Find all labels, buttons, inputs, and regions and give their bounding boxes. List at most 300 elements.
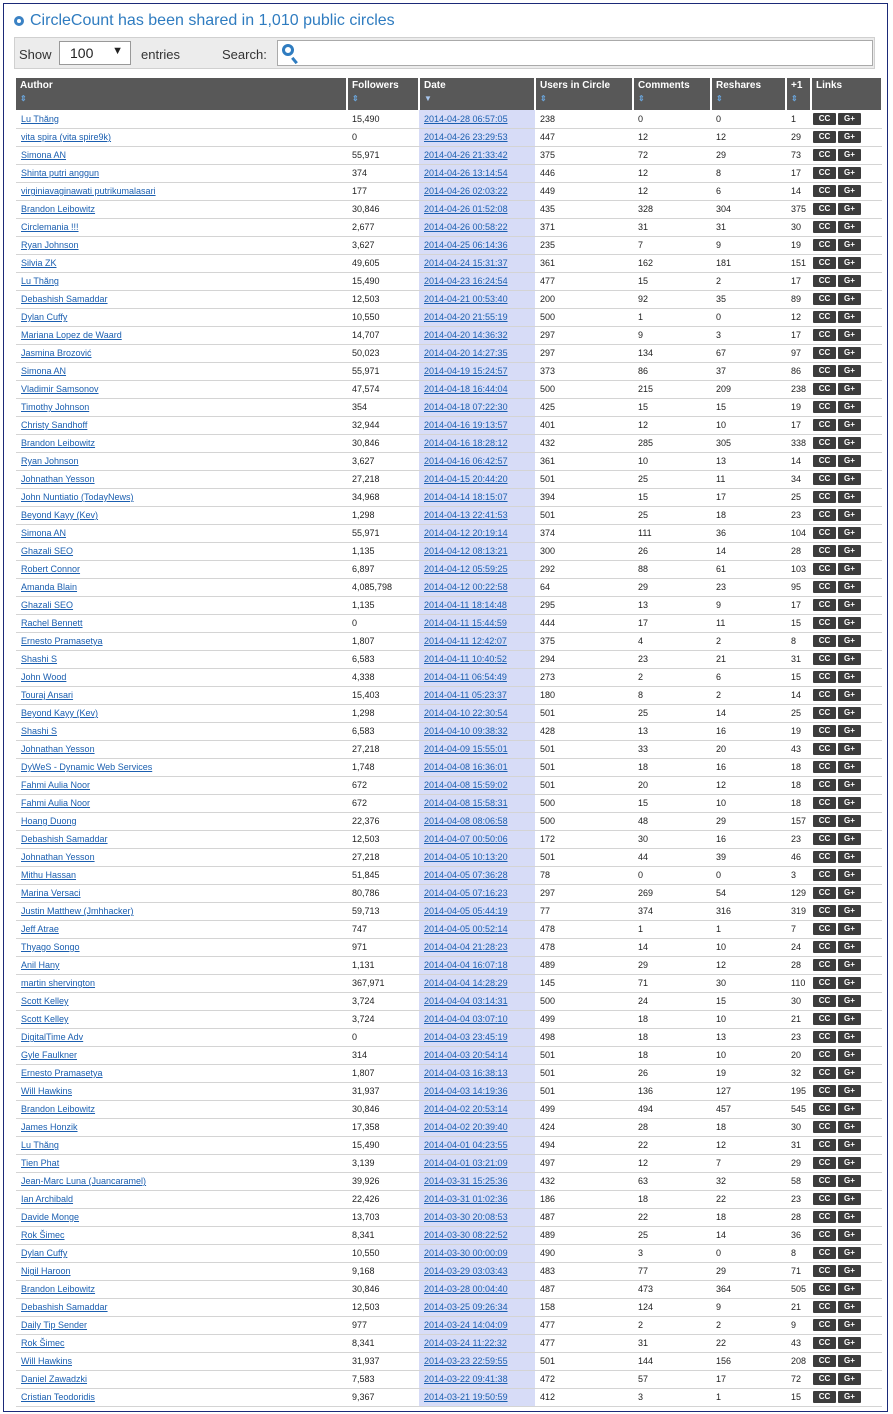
- cc-button[interactable]: CC: [813, 581, 836, 593]
- gplus-button[interactable]: G+: [838, 113, 861, 125]
- cc-button[interactable]: CC: [813, 149, 836, 161]
- author-link[interactable]: Hoang Duong: [21, 816, 77, 826]
- cc-button[interactable]: CC: [813, 653, 836, 665]
- cc-button[interactable]: CC: [813, 923, 836, 935]
- date-link[interactable]: 2014-03-31 15:25:36: [424, 1176, 508, 1186]
- date-link[interactable]: 2014-04-08 15:59:02: [424, 780, 508, 790]
- gplus-button[interactable]: G+: [838, 977, 861, 989]
- cc-button[interactable]: CC: [813, 1193, 836, 1205]
- gplus-button[interactable]: G+: [838, 293, 861, 305]
- date-link[interactable]: 2014-04-11 06:54:49: [424, 672, 507, 682]
- author-link[interactable]: Jean-Marc Luna (Juancaramel): [21, 1176, 147, 1186]
- cc-button[interactable]: CC: [813, 671, 836, 683]
- author-link[interactable]: Beyond Kayy (Kev): [21, 510, 99, 520]
- gplus-button[interactable]: G+: [838, 527, 861, 539]
- date-link[interactable]: 2014-03-24 11:22:32: [424, 1338, 507, 1348]
- author-link[interactable]: James Honzik: [21, 1122, 78, 1132]
- author-link[interactable]: Jasmina Brozović: [21, 348, 92, 358]
- cc-button[interactable]: CC: [813, 131, 836, 143]
- date-link[interactable]: 2014-04-08 16:36:01: [424, 762, 508, 772]
- author-link[interactable]: Justin Matthew (Jmhhacker): [21, 906, 134, 916]
- date-link[interactable]: 2014-04-12 08:13:21: [424, 546, 508, 556]
- column-header-reshares[interactable]: [711, 78, 786, 110]
- date-link[interactable]: 2014-04-03 20:54:14: [424, 1050, 508, 1060]
- date-link[interactable]: 2014-04-04 03:14:31: [424, 996, 508, 1006]
- cc-button[interactable]: CC: [813, 275, 836, 287]
- date-link[interactable]: 2014-04-02 20:39:40: [424, 1122, 508, 1132]
- date-link[interactable]: 2014-04-02 20:53:14: [424, 1104, 508, 1114]
- date-link[interactable]: 2014-03-30 20:08:53: [424, 1212, 508, 1222]
- gplus-button[interactable]: G+: [838, 725, 861, 737]
- cc-button[interactable]: CC: [813, 869, 836, 881]
- date-link[interactable]: 2014-04-26 13:14:54: [424, 168, 508, 178]
- date-link[interactable]: 2014-04-16 18:28:12: [424, 438, 508, 448]
- date-link[interactable]: 2014-04-16 19:13:57: [424, 420, 508, 430]
- author-link[interactable]: virginiavaginawati putrikumalasari: [21, 186, 156, 196]
- author-link[interactable]: Beyond Kayy (Kev): [21, 708, 99, 718]
- gplus-button[interactable]: G+: [838, 851, 861, 863]
- date-link[interactable]: 2014-04-26 21:33:42: [424, 150, 508, 160]
- cc-button[interactable]: CC: [813, 401, 836, 413]
- author-link[interactable]: Circlemania !!!: [21, 222, 79, 232]
- author-link[interactable]: Fahmi Aulia Noor: [21, 798, 91, 808]
- date-link[interactable]: 2014-04-26 00:58:22: [424, 222, 508, 232]
- gplus-button[interactable]: G+: [838, 923, 861, 935]
- author-link[interactable]: Lu Thăng: [21, 113, 59, 124]
- author-link[interactable]: Marina Versaci: [21, 888, 81, 898]
- gplus-button[interactable]: G+: [838, 311, 861, 323]
- author-link[interactable]: Brandon Leibowitz: [21, 1104, 96, 1114]
- date-link[interactable]: 2014-03-30 08:22:52: [424, 1230, 508, 1240]
- gplus-button[interactable]: G+: [838, 1283, 861, 1295]
- gplus-button[interactable]: G+: [838, 473, 861, 485]
- gplus-button[interactable]: G+: [838, 869, 861, 881]
- cc-button[interactable]: CC: [813, 1391, 836, 1403]
- cc-button[interactable]: CC: [813, 419, 836, 431]
- date-link[interactable]: 2014-03-25 09:26:34: [424, 1302, 508, 1312]
- cc-button[interactable]: CC: [813, 779, 836, 791]
- author-link[interactable]: Thyago Songo: [21, 942, 80, 952]
- date-link[interactable]: 2014-04-15 20:44:20: [424, 474, 508, 484]
- author-link[interactable]: Simona AN: [21, 528, 67, 538]
- gplus-button[interactable]: G+: [838, 707, 861, 719]
- cc-button[interactable]: CC: [813, 1283, 836, 1295]
- cc-button[interactable]: CC: [813, 977, 836, 989]
- author-link[interactable]: Amanda Blain: [21, 582, 78, 592]
- date-link[interactable]: 2014-04-12 00:22:58: [424, 582, 508, 592]
- author-link[interactable]: Ian Archibald: [21, 1194, 74, 1204]
- date-link[interactable]: 2014-04-04 16:07:18: [424, 960, 508, 970]
- cc-button[interactable]: CC: [813, 1067, 836, 1079]
- date-link[interactable]: 2014-04-26 02:03:22: [424, 186, 508, 196]
- author-link[interactable]: martin shervington: [21, 978, 96, 988]
- date-link[interactable]: 2014-04-05 00:52:14: [424, 924, 508, 934]
- author-link[interactable]: Fahmi Aulia Noor: [21, 780, 91, 790]
- cc-button[interactable]: CC: [813, 311, 836, 323]
- date-link[interactable]: 2014-04-04 03:07:10: [424, 1014, 508, 1024]
- gplus-button[interactable]: G+: [838, 149, 861, 161]
- date-link[interactable]: 2014-04-18 07:22:30: [424, 402, 508, 412]
- date-link[interactable]: 2014-04-01 03:21:09: [424, 1158, 508, 1168]
- date-link[interactable]: 2014-04-05 05:44:19: [424, 906, 508, 916]
- author-link[interactable]: Shashi S: [21, 654, 58, 664]
- gplus-button[interactable]: G+: [838, 239, 861, 251]
- gplus-button[interactable]: G+: [838, 761, 861, 773]
- cc-button[interactable]: CC: [813, 635, 836, 647]
- date-link[interactable]: 2014-04-18 16:44:04: [424, 384, 508, 394]
- cc-button[interactable]: CC: [813, 1121, 836, 1133]
- gplus-button[interactable]: G+: [838, 671, 861, 683]
- author-link[interactable]: Vladimir Samsonov: [21, 384, 99, 394]
- date-link[interactable]: 2014-04-07 00:50:06: [424, 834, 508, 844]
- cc-button[interactable]: CC: [813, 527, 836, 539]
- author-link[interactable]: DigitalTime Adv: [21, 1032, 84, 1042]
- cc-button[interactable]: CC: [813, 707, 836, 719]
- gplus-button[interactable]: G+: [838, 1229, 861, 1241]
- cc-button[interactable]: CC: [813, 329, 836, 341]
- author-link[interactable]: Scott Kelley: [21, 1014, 69, 1024]
- column-header-comments[interactable]: [633, 78, 711, 110]
- author-link[interactable]: Mithu Hassan: [21, 870, 77, 880]
- date-link[interactable]: 2014-04-11 15:44:59: [424, 618, 507, 628]
- author-link[interactable]: Debashish Samaddar: [21, 1302, 108, 1312]
- cc-button[interactable]: CC: [813, 509, 836, 521]
- date-link[interactable]: 2014-04-09 15:55:01: [424, 744, 508, 754]
- date-link[interactable]: 2014-04-10 09:38:32: [424, 726, 508, 736]
- author-link[interactable]: Anil Hany: [21, 960, 60, 970]
- author-link[interactable]: Daniel Zawadzki: [21, 1374, 88, 1384]
- gplus-button[interactable]: G+: [838, 1175, 861, 1187]
- author-link[interactable]: Tien Phat: [21, 1158, 60, 1168]
- gplus-button[interactable]: G+: [838, 563, 861, 575]
- gplus-button[interactable]: G+: [838, 1247, 861, 1259]
- author-link[interactable]: Ernesto Pramasetya: [21, 636, 103, 646]
- author-link[interactable]: Johnathan Yesson: [21, 474, 95, 484]
- gplus-button[interactable]: G+: [838, 1211, 861, 1223]
- author-link[interactable]: Simona AN: [21, 366, 67, 376]
- cell-plus-one: 319: [786, 902, 811, 920]
- gplus-button[interactable]: G+: [838, 437, 861, 449]
- cc-button[interactable]: CC: [813, 1085, 836, 1097]
- gplus-button[interactable]: G+: [838, 599, 861, 611]
- column-header-1[interactable]: [786, 78, 811, 110]
- cc-button[interactable]: CC: [813, 833, 836, 845]
- cc-button[interactable]: CC: [813, 815, 836, 827]
- date-link[interactable]: 2014-04-04 21:28:23: [424, 942, 508, 952]
- cc-button[interactable]: CC: [813, 1355, 836, 1367]
- column-header-author[interactable]: [16, 78, 347, 110]
- date-link[interactable]: 2014-04-14 18:15:07: [424, 492, 508, 502]
- date-link[interactable]: 2014-04-25 06:14:36: [424, 240, 508, 250]
- author-link[interactable]: Johnathan Yesson: [21, 744, 95, 754]
- cc-button[interactable]: CC: [813, 563, 836, 575]
- cc-button[interactable]: CC: [813, 257, 836, 269]
- author-link[interactable]: John Wood: [21, 672, 67, 682]
- cc-button[interactable]: CC: [813, 689, 836, 701]
- cc-button[interactable]: CC: [813, 905, 836, 917]
- author-link[interactable]: Ghazali SEO: [21, 600, 74, 610]
- author-link[interactable]: Brandon Leibowitz: [21, 438, 96, 448]
- gplus-button[interactable]: G+: [838, 365, 861, 377]
- cc-button[interactable]: CC: [813, 293, 836, 305]
- author-link[interactable]: Debashish Samaddar: [21, 294, 108, 304]
- author-link[interactable]: Dylan Cuffy: [21, 312, 68, 322]
- author-link[interactable]: Rok Šimec: [21, 1230, 65, 1240]
- date-link[interactable]: 2014-03-23 22:59:55: [424, 1356, 508, 1366]
- author-link[interactable]: Scott Kelley: [21, 996, 69, 1006]
- date-link[interactable]: 2014-04-12 05:59:25: [424, 564, 508, 574]
- date-link[interactable]: 2014-04-20 14:27:35: [424, 348, 508, 358]
- date-link[interactable]: 2014-03-24 14:04:09: [424, 1320, 508, 1330]
- gplus-button[interactable]: G+: [838, 1085, 861, 1097]
- gplus-button[interactable]: G+: [838, 221, 861, 233]
- gplus-button[interactable]: G+: [838, 581, 861, 593]
- gplus-button[interactable]: G+: [838, 941, 861, 953]
- cc-button[interactable]: CC: [813, 203, 836, 215]
- date-link[interactable]: 2014-04-03 23:45:19: [424, 1032, 508, 1042]
- gplus-button[interactable]: G+: [838, 347, 861, 359]
- date-link[interactable]: 2014-04-11 10:40:52: [424, 654, 507, 664]
- date-link[interactable]: 2014-04-26 23:29:53: [424, 132, 508, 142]
- date-link[interactable]: 2014-04-11 12:42:07: [424, 636, 507, 646]
- cc-button[interactable]: CC: [813, 221, 836, 233]
- cc-button[interactable]: CC: [813, 995, 836, 1007]
- date-link[interactable]: 2014-04-08 08:06:58: [424, 816, 508, 826]
- gplus-button[interactable]: G+: [838, 1121, 861, 1133]
- date-link[interactable]: 2014-04-28 06:57:05: [424, 113, 508, 124]
- date-link[interactable]: 2014-04-19 15:24:57: [424, 366, 508, 376]
- gplus-button[interactable]: G+: [838, 1373, 861, 1385]
- date-link[interactable]: 2014-04-03 14:19:36: [424, 1086, 508, 1096]
- gplus-button[interactable]: G+: [838, 1049, 861, 1061]
- date-link[interactable]: 2014-03-31 01:02:36: [424, 1194, 508, 1204]
- gplus-button[interactable]: G+: [838, 1013, 861, 1025]
- date-link[interactable]: 2014-04-12 20:19:14: [424, 528, 508, 538]
- author-link[interactable]: Rachel Bennett: [21, 618, 83, 628]
- author-link[interactable]: Brandon Leibowitz: [21, 204, 96, 214]
- date-link[interactable]: 2014-03-21 19:50:59: [424, 1392, 508, 1402]
- gplus-button[interactable]: G+: [838, 1103, 861, 1115]
- gplus-button[interactable]: G+: [838, 1301, 861, 1313]
- date-link[interactable]: 2014-04-24 15:31:37: [424, 258, 508, 268]
- date-link[interactable]: 2014-04-08 15:58:31: [424, 798, 508, 808]
- gplus-button[interactable]: G+: [838, 1319, 861, 1331]
- cc-button[interactable]: CC: [813, 239, 836, 251]
- author-link[interactable]: Shinta putri anggun: [21, 168, 100, 178]
- date-link[interactable]: 2014-03-28 00:04:40: [424, 1284, 508, 1294]
- cc-button[interactable]: CC: [813, 455, 836, 467]
- cc-button[interactable]: CC: [813, 851, 836, 863]
- author-link[interactable]: Daily Tip Sender: [21, 1320, 88, 1330]
- author-link[interactable]: Simona AN: [21, 150, 67, 160]
- gplus-button[interactable]: G+: [838, 329, 861, 341]
- gplus-button[interactable]: G+: [838, 1157, 861, 1169]
- search-input[interactable]: [300, 43, 864, 65]
- cc-button[interactable]: CC: [813, 599, 836, 611]
- author-link[interactable]: Cristian Teodoridis: [21, 1392, 95, 1402]
- author-link[interactable]: Will Hawkins: [21, 1356, 73, 1366]
- cc-button[interactable]: CC: [813, 1373, 836, 1385]
- author-link[interactable]: Nigil Haroon: [21, 1266, 71, 1276]
- date-link[interactable]: 2014-04-26 01:52:08: [424, 204, 508, 214]
- cc-button[interactable]: CC: [813, 743, 836, 755]
- cc-button[interactable]: CC: [813, 1301, 836, 1313]
- date-link[interactable]: 2014-04-10 22:30:54: [424, 708, 508, 718]
- date-link[interactable]: 2014-04-16 06:42:57: [424, 456, 508, 466]
- cc-button[interactable]: CC: [813, 1139, 836, 1151]
- author-link[interactable]: Jeff Atrae: [21, 924, 59, 934]
- cc-button[interactable]: CC: [813, 1013, 836, 1025]
- cc-button[interactable]: CC: [813, 365, 836, 377]
- cc-button[interactable]: CC: [813, 347, 836, 359]
- gplus-button[interactable]: G+: [838, 383, 861, 395]
- gplus-button[interactable]: G+: [838, 797, 861, 809]
- author-link[interactable]: Robert Connor: [21, 564, 81, 574]
- gplus-button[interactable]: G+: [838, 419, 861, 431]
- cc-button[interactable]: CC: [813, 383, 836, 395]
- date-link[interactable]: 2014-03-29 03:03:43: [424, 1266, 508, 1276]
- column-header-users-in-circle[interactable]: [535, 78, 633, 110]
- gplus-button[interactable]: G+: [838, 833, 861, 845]
- author-link[interactable]: Ryan Johnson: [21, 240, 79, 250]
- cc-button[interactable]: CC: [813, 1157, 836, 1169]
- cc-button[interactable]: CC: [813, 797, 836, 809]
- gplus-button[interactable]: G+: [838, 1337, 861, 1349]
- cc-button[interactable]: CC: [813, 1247, 836, 1259]
- author-link[interactable]: Dylan Cuffy: [21, 1248, 68, 1258]
- gplus-button[interactable]: G+: [838, 1193, 861, 1205]
- date-link[interactable]: 2014-04-05 10:13:20: [424, 852, 508, 862]
- gplus-button[interactable]: G+: [838, 545, 861, 557]
- cc-button[interactable]: CC: [813, 491, 836, 503]
- author-link[interactable]: Mariana Lopez de Waard: [21, 330, 122, 340]
- cc-button[interactable]: CC: [813, 941, 836, 953]
- cc-button[interactable]: CC: [813, 1265, 836, 1277]
- date-link[interactable]: 2014-04-01 04:23:55: [424, 1140, 508, 1150]
- gplus-button[interactable]: G+: [838, 653, 861, 665]
- gplus-button[interactable]: G+: [838, 743, 861, 755]
- date-link[interactable]: 2014-04-23 16:24:54: [424, 276, 508, 286]
- gplus-button[interactable]: G+: [838, 779, 861, 791]
- author-link[interactable]: Ernesto Pramasetya: [21, 1068, 103, 1078]
- gplus-button[interactable]: G+: [838, 455, 861, 467]
- gplus-button[interactable]: G+: [838, 905, 861, 917]
- cc-button[interactable]: CC: [813, 545, 836, 557]
- author-link[interactable]: DyWeS - Dynamic Web Services: [21, 762, 153, 772]
- date-link[interactable]: 2014-04-11 18:14:48: [424, 600, 507, 610]
- date-link[interactable]: 2014-03-22 09:41:38: [424, 1374, 508, 1384]
- cc-button[interactable]: CC: [813, 1229, 836, 1241]
- author-link[interactable]: Johnathan Yesson: [21, 852, 95, 862]
- cc-button[interactable]: CC: [813, 1049, 836, 1061]
- author-link[interactable]: Gyle Faulkner: [21, 1050, 78, 1060]
- gplus-button[interactable]: G+: [838, 185, 861, 197]
- cc-button[interactable]: CC: [813, 473, 836, 485]
- cc-button[interactable]: CC: [813, 887, 836, 899]
- cc-button[interactable]: CC: [813, 437, 836, 449]
- date-link[interactable]: 2014-04-20 21:55:19: [424, 312, 508, 322]
- gplus-button[interactable]: G+: [838, 1139, 861, 1151]
- author-link[interactable]: Ryan Johnson: [21, 456, 79, 466]
- date-link[interactable]: 2014-04-05 07:16:23: [424, 888, 508, 898]
- gplus-button[interactable]: G+: [838, 995, 861, 1007]
- gplus-button[interactable]: G+: [838, 1391, 861, 1403]
- gplus-button[interactable]: G+: [838, 1067, 861, 1079]
- date-link[interactable]: 2014-04-20 14:36:32: [424, 330, 508, 340]
- author-link[interactable]: Timothy Johnson: [21, 402, 90, 412]
- cc-button[interactable]: CC: [813, 1175, 836, 1187]
- gplus-button[interactable]: G+: [838, 689, 861, 701]
- author-link[interactable]: Christy Sandhoff: [21, 420, 88, 430]
- cc-button[interactable]: CC: [813, 185, 836, 197]
- author-link[interactable]: Davide Monge: [21, 1212, 80, 1222]
- cc-button[interactable]: CC: [813, 617, 836, 629]
- author-link[interactable]: Rok Šimec: [21, 1338, 65, 1348]
- author-link[interactable]: Will Hawkins: [21, 1086, 73, 1096]
- cc-button[interactable]: CC: [813, 113, 836, 125]
- column-header-date[interactable]: [419, 78, 535, 110]
- column-header-followers[interactable]: [347, 78, 419, 110]
- author-link[interactable]: Shashi S: [21, 726, 58, 736]
- gplus-button[interactable]: G+: [838, 1355, 861, 1367]
- gplus-button[interactable]: G+: [838, 203, 861, 215]
- gplus-button[interactable]: G+: [838, 401, 861, 413]
- cc-button[interactable]: CC: [813, 1211, 836, 1223]
- author-link[interactable]: Ghazali SEO: [21, 546, 74, 556]
- author-link[interactable]: Touraj Ansari: [21, 690, 74, 700]
- date-link[interactable]: 2014-04-13 22:41:53: [424, 510, 508, 520]
- gplus-button[interactable]: G+: [838, 257, 861, 269]
- cc-button[interactable]: CC: [813, 1031, 836, 1043]
- date-link[interactable]: 2014-04-04 14:28:29: [424, 978, 508, 988]
- author-link[interactable]: Silvia ZK: [21, 258, 57, 268]
- cc-button[interactable]: CC: [813, 725, 836, 737]
- author-link[interactable]: Debashish Samaddar: [21, 834, 108, 844]
- date-link[interactable]: 2014-04-03 16:38:13: [424, 1068, 508, 1078]
- cc-button[interactable]: CC: [813, 1103, 836, 1115]
- author-link[interactable]: Lu Thăng: [21, 276, 59, 286]
- author-link[interactable]: vita spira (vita spire9k): [21, 132, 112, 142]
- author-link[interactable]: John Nuntiatio (TodayNews): [21, 492, 134, 502]
- gplus-button[interactable]: G+: [838, 275, 861, 287]
- cc-button[interactable]: CC: [813, 1337, 836, 1349]
- date-link[interactable]: 2014-04-11 05:23:37: [424, 690, 507, 700]
- date-link[interactable]: 2014-04-05 07:36:28: [424, 870, 508, 880]
- gplus-button[interactable]: G+: [838, 617, 861, 629]
- cc-button[interactable]: CC: [813, 761, 836, 773]
- gplus-button[interactable]: G+: [838, 635, 861, 647]
- gplus-button[interactable]: G+: [838, 815, 861, 827]
- date-link[interactable]: 2014-03-30 00:00:09: [424, 1248, 508, 1258]
- search-box[interactable]: [277, 40, 873, 66]
- gplus-button[interactable]: G+: [838, 959, 861, 971]
- gplus-button[interactable]: G+: [838, 131, 861, 143]
- cc-button[interactable]: CC: [813, 1319, 836, 1331]
- author-link[interactable]: Brandon Leibowitz: [21, 1284, 96, 1294]
- cc-button[interactable]: CC: [813, 959, 836, 971]
- gplus-button[interactable]: G+: [838, 167, 861, 179]
- entries-select[interactable]: [59, 41, 131, 65]
- gplus-button[interactable]: G+: [838, 887, 861, 899]
- cc-button[interactable]: CC: [813, 167, 836, 179]
- gplus-button[interactable]: G+: [838, 1265, 861, 1277]
- gplus-button[interactable]: G+: [838, 491, 861, 503]
- gplus-button[interactable]: G+: [838, 509, 861, 521]
- author-link[interactable]: Lu Thăng: [21, 1140, 59, 1150]
- cell-reshares: 2: [711, 632, 786, 650]
- date-link[interactable]: 2014-04-21 00:53:40: [424, 294, 508, 304]
- gplus-button[interactable]: G+: [838, 1031, 861, 1043]
